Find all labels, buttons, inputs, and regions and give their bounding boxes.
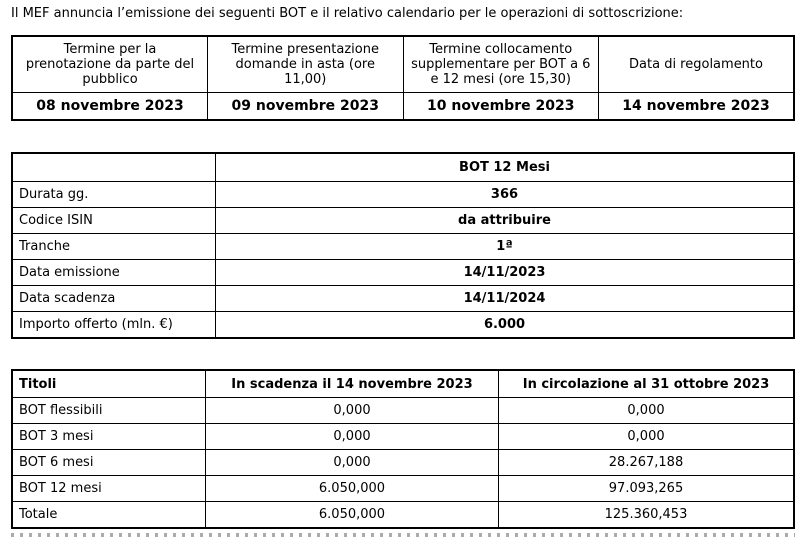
calendar-header-cell: Data di regolamento [599, 36, 795, 93]
details-header-row [12, 153, 794, 182]
securities-outstanding: 0,000 [499, 424, 795, 450]
securities-header-cell: In circolazione al 31 ottobre 2023 [499, 370, 795, 398]
securities-expiring: 6.050,000 [206, 502, 499, 529]
calendar-header-cell: Termine presentazione domande in asta (ore 11,00) [208, 36, 404, 93]
details-value: 366 [216, 182, 795, 208]
calendar-date-cell: 08 novembre 2023 [12, 93, 208, 121]
details-column-title: BOT 12 Mesi [216, 153, 795, 182]
details-value: da attribuire [216, 208, 795, 234]
details-row [12, 260, 794, 286]
calendar-table [11, 35, 795, 121]
details-row [12, 286, 794, 312]
calendar-dates-row [12, 93, 794, 121]
details-value: 6.000 [216, 312, 795, 339]
details-label: Tranche [12, 234, 216, 260]
details-value: 14/11/2023 [216, 260, 795, 286]
securities-title: BOT 6 mesi [12, 450, 206, 476]
details-label: Importo offerto (mln. €) [12, 312, 216, 339]
securities-outstanding: 0,000 [499, 398, 795, 424]
details-row [12, 234, 794, 260]
details-value: 14/11/2024 [216, 286, 795, 312]
securities-row [12, 450, 794, 476]
securities-expiring: 6.050,000 [206, 476, 499, 502]
securities-header-cell: In scadenza il 14 novembre 2023 [206, 370, 499, 398]
securities-row [12, 476, 794, 502]
securities-outstanding: 125.360,453 [499, 502, 795, 529]
securities-expiring: 0,000 [206, 424, 499, 450]
details-value: 1ª [216, 234, 795, 260]
securities-header-cell: Titoli [12, 370, 206, 398]
details-label: Durata gg. [12, 182, 216, 208]
cropped-text-line [11, 533, 795, 537]
intro-text: Il MEF annuncia l’emissione dei seguenti BOT e il relativo calendario per le operazioni di sottoscrizione: [11, 6, 684, 21]
securities-title: BOT 3 mesi [12, 424, 206, 450]
details-label: Data emissione [12, 260, 216, 286]
securities-expiring: 0,000 [206, 398, 499, 424]
calendar-header-cell: Termine collocamento supplementare per BOT a 6 e 12 mesi (ore 15,30) [403, 36, 599, 93]
calendar-header-row [12, 36, 794, 93]
calendar-date-cell: 10 novembre 2023 [403, 93, 599, 121]
details-label: Data scadenza [12, 286, 216, 312]
securities-title: Totale [12, 502, 206, 529]
details-row [12, 208, 794, 234]
securities-outstanding: 97.093,265 [499, 476, 795, 502]
details-label: Codice ISIN [12, 208, 216, 234]
securities-header-row [12, 370, 794, 398]
details-empty-corner [12, 153, 216, 182]
calendar-date-cell: 09 novembre 2023 [208, 93, 404, 121]
securities-total-row [12, 502, 794, 529]
securities-title: BOT flessibili [12, 398, 206, 424]
securities-row [12, 398, 794, 424]
calendar-header-cell: Termine per la prenotazione da parte del pubblico [12, 36, 208, 93]
calendar-date-cell: 14 novembre 2023 [599, 93, 795, 121]
details-row [12, 312, 794, 339]
securities-expiring: 0,000 [206, 450, 499, 476]
securities-title: BOT 12 mesi [12, 476, 206, 502]
bot-details-table [11, 152, 795, 339]
securities-outstanding: 28.267,188 [499, 450, 795, 476]
details-row [12, 182, 794, 208]
securities-table [11, 369, 795, 529]
securities-row [12, 424, 794, 450]
